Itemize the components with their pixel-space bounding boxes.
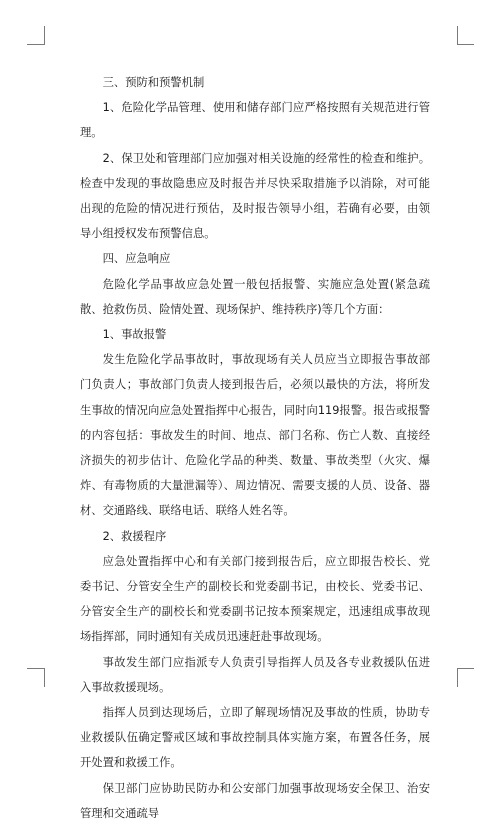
section-heading-response: 四、应急响应: [102, 252, 171, 266]
paragraph: 事故发生部门应指派专人负责引导指挥人员及各专业救援队伍进入事故救援现场。: [80, 655, 430, 694]
paragraph: 1、危险化学品管理、使用和储存部门应严格按照有关规范进行管理。: [80, 101, 430, 140]
paragraph: 危险化学品事故应急处置一般包括报警、实施应急处置(紧急疏散、抢救伤员、险情处置、现场保护、维持秩序)等几个方面：: [80, 277, 430, 316]
subheading-rescue-procedure: 2、救援程序: [102, 529, 167, 543]
paragraph: 2、保卫处和管理部门应加强对相关设施的经常性的检查和维护。检查中发现的事故隐患应及时报告并尽快采取措施予以消除，对可能出现的危险的情况进行预估，及时报告领导小组，若确有必要，由领导小组授权发布预警信息。: [80, 151, 430, 241]
document-body: [80, 70, 430, 826]
paragraph: 发生危险化学品事故时，事故现场有关人员应当立即报告事故部门负责人；事故部门负责人接到报告后，必须以最快的方法，将所发生事故的情况向应急处置指挥中心报告，同时向119报警。报告或报警的内容包括：事故发生的时间、地点、部门名称、伤亡人数、直接经济损失的初步估计、危险化学品的种类、数量、事故类型（火灾、爆炸、有毒物质的大量泄漏等）、周边情况、需要支援的人员、设备、器材、交通路线、联络电话、联络人姓名等。: [80, 353, 430, 518]
subheading-alarm: 1、事故报警: [102, 328, 167, 342]
paragraph: 保卫部门应协助民防办和公安部门加强事故现场安全保卫、治安管理和交通疏导: [80, 781, 430, 820]
section-heading-prevention: 三、预防和预警机制: [102, 76, 205, 89]
paragraph: 指挥人员到达现场后，立即了解现场情况及事故的性质，协助专业救援队伍确定警戒区域和事故控制具体实施方案，布置各任务，展开处置和救援工作。: [80, 706, 430, 770]
paragraph: 应急处置指挥中心和有关部门接到报告后，应立即报告校长、党委书记、分管安全生产的副校长和党委副书记，由校长、党委书记、分管安全生产的副校长和党委副书记按本预案规定，迅速组成事故现场指挥部，同时通知有关成员迅速赶赴事故现场。: [80, 554, 430, 644]
